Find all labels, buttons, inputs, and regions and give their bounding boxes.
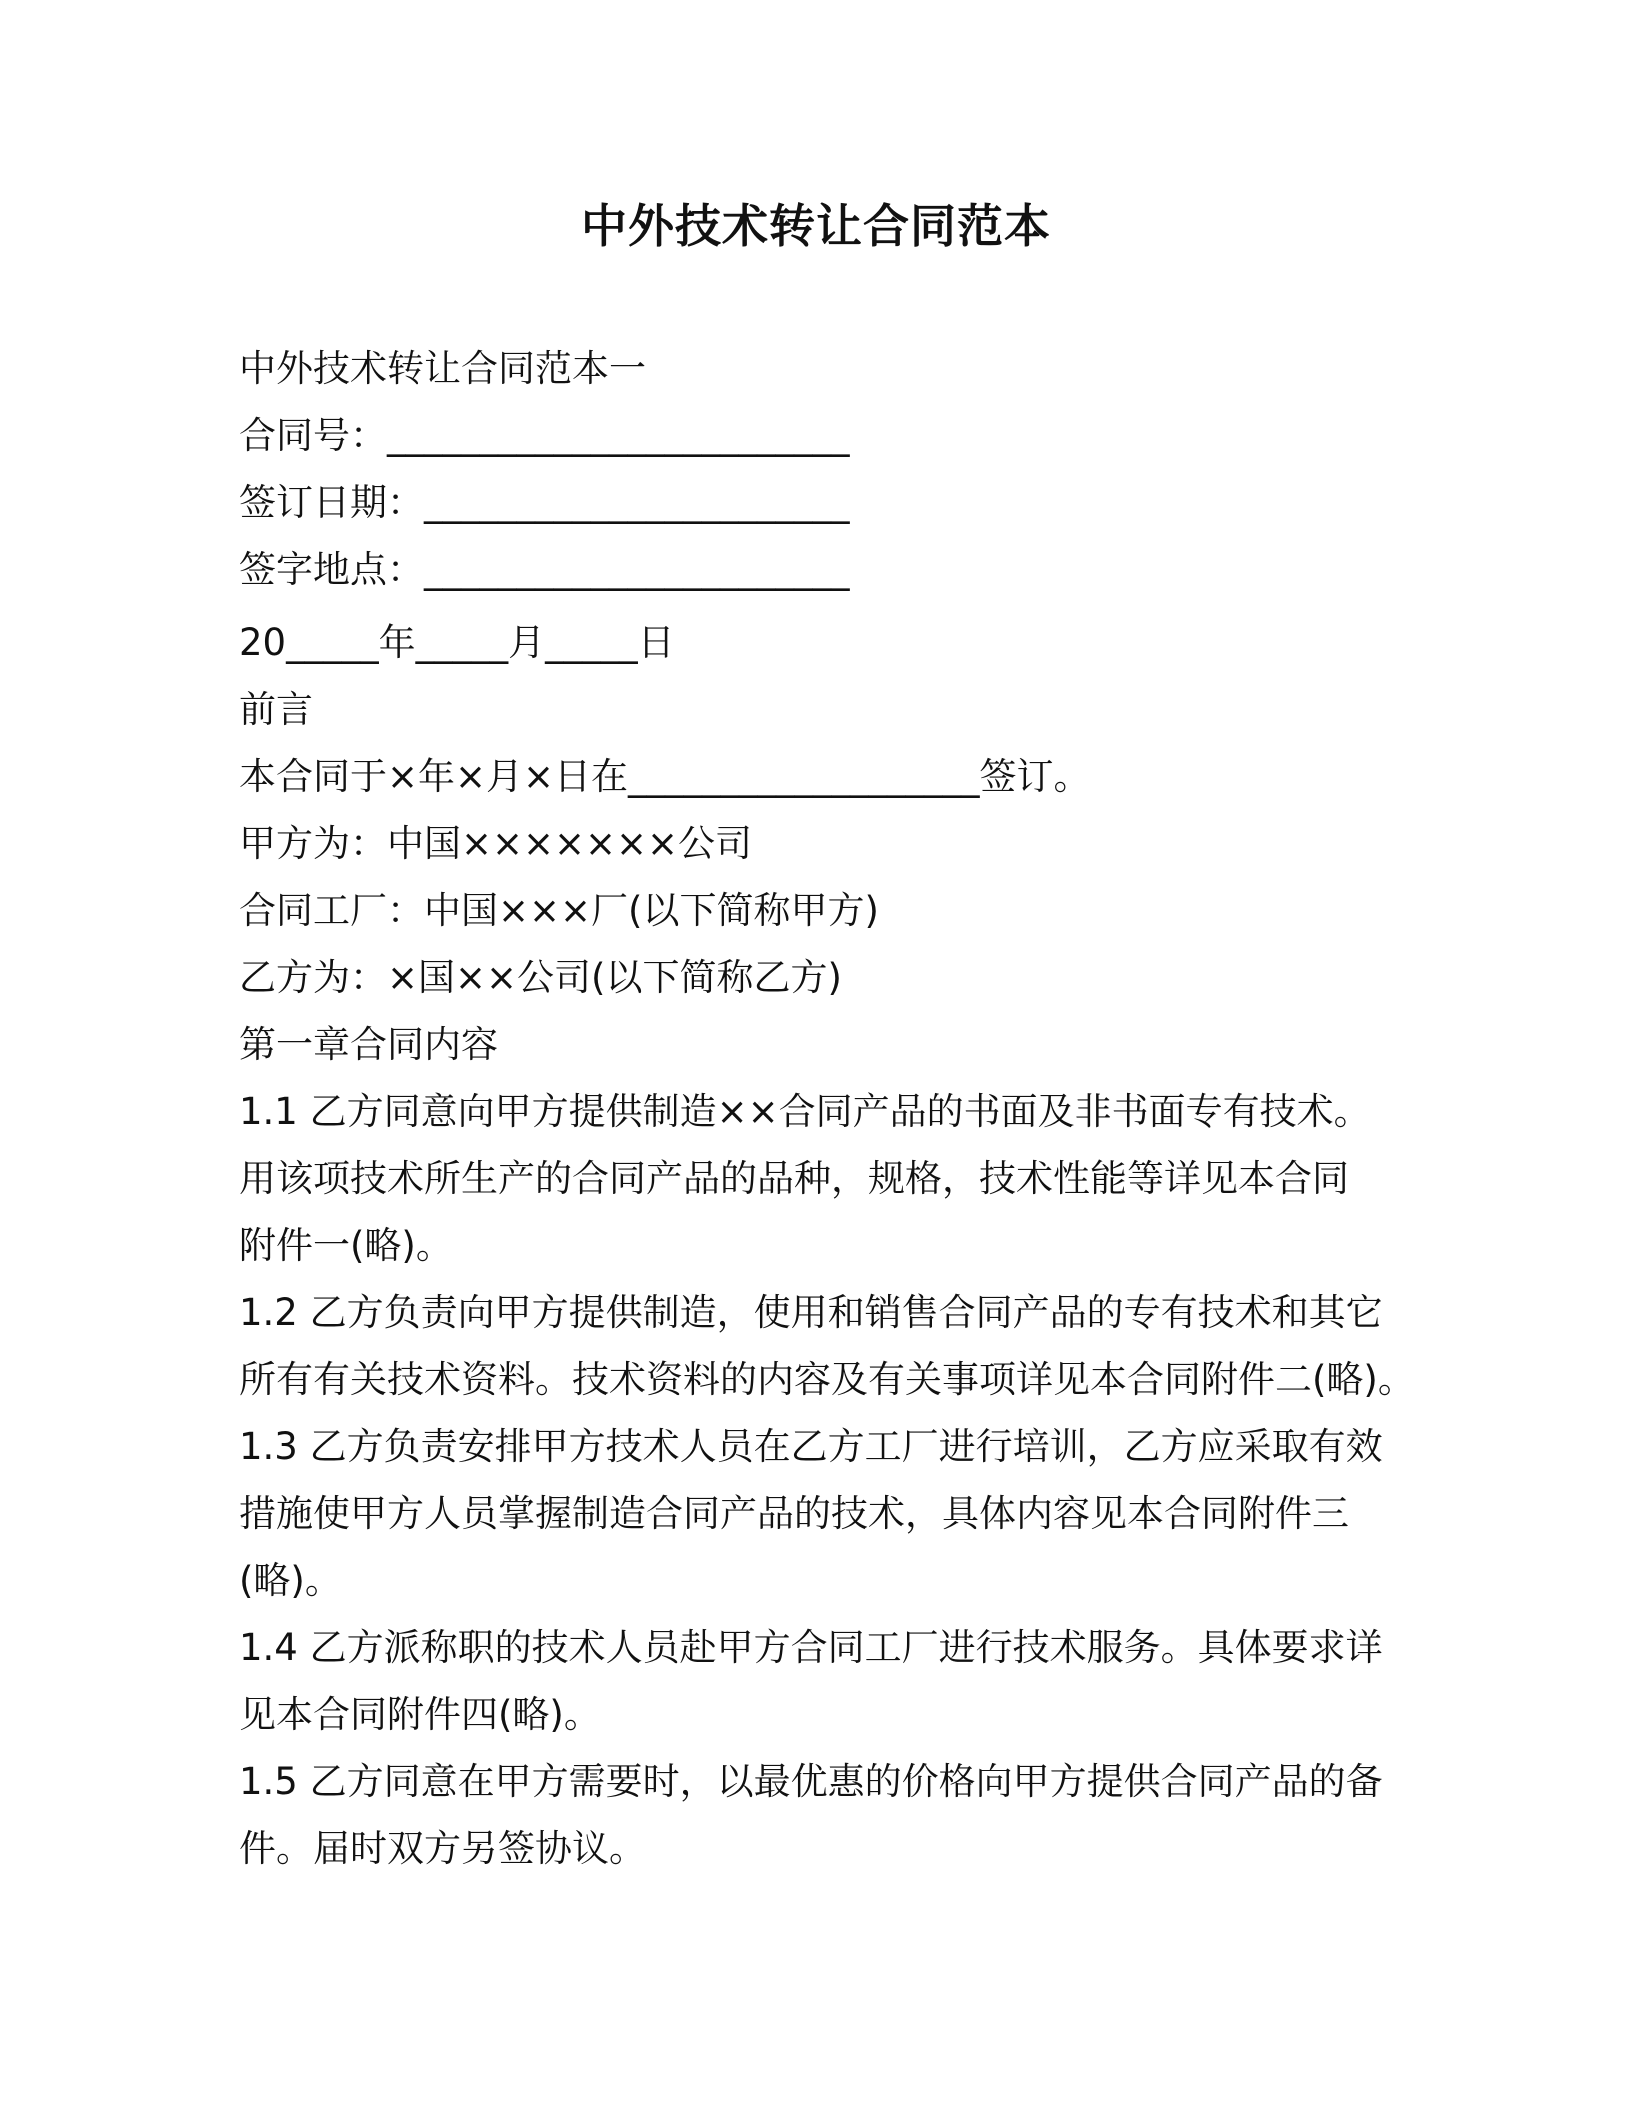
clause-line: 件。届时双方另签协议。: [239, 1827, 646, 1870]
clause-line: 1.4 乙方派称职的技术人员赴甲方合同工厂进行技术服务。具体要求详: [239, 1626, 1383, 1669]
clause-line: 附件一(略)。: [239, 1224, 453, 1267]
clause-line: (略)。: [239, 1559, 342, 1602]
contract-number-field: 合同号：_________________________: [239, 414, 850, 457]
chapter-heading: 第一章合同内容: [239, 1023, 498, 1066]
clause-line: 用该项技术所生产的合同产品的品种，规格，技术性能等详见本合同: [239, 1157, 1349, 1200]
signing-date-field: 签订日期：_______________________: [239, 481, 850, 524]
clause-line: 所有有关技术资料。技术资料的内容及有关事项详见本合同附件二(略)。: [239, 1358, 1415, 1401]
date-line: 20_____年_____月_____日: [239, 621, 675, 664]
document-title: 中外技术转让合同范本: [581, 199, 1051, 253]
signing-place-field: 签字地点：_______________________: [239, 548, 850, 591]
clause-line: 1.2 乙方负责向甲方提供制造，使用和销售合同产品的专有技术和其它: [239, 1291, 1383, 1334]
preface-heading: 前言: [239, 688, 313, 731]
clause-line: 1.5 乙方同意在甲方需要时，以最优惠的价格向甲方提供合同产品的备: [239, 1760, 1383, 1803]
text-line: 本合同于×年×月×日在___________________签订。: [239, 755, 1091, 798]
clause-line: 措施使甲方人员掌握制造合同产品的技术，具体内容见本合同附件三: [239, 1492, 1349, 1535]
document-body: [239, 335, 1415, 1882]
party-a-line: 甲方为：中国×××××××公司: [239, 822, 753, 865]
factory-line: 合同工厂：中国×××厂(以下简称甲方): [239, 889, 879, 932]
clause-line: 见本合同附件四(略)。: [239, 1693, 601, 1736]
party-b-line: 乙方为：×国××公司(以下简称乙方): [239, 956, 842, 999]
clause-line: 1.3 乙方负责安排甲方技术人员在乙方工厂进行培训，乙方应采取有效: [239, 1425, 1383, 1468]
clause-line: 1.1 乙方同意向甲方提供制造××合同产品的书面及非书面专有技术。: [239, 1090, 1371, 1133]
subtitle-line: 中外技术转让合同范本一: [239, 347, 646, 390]
